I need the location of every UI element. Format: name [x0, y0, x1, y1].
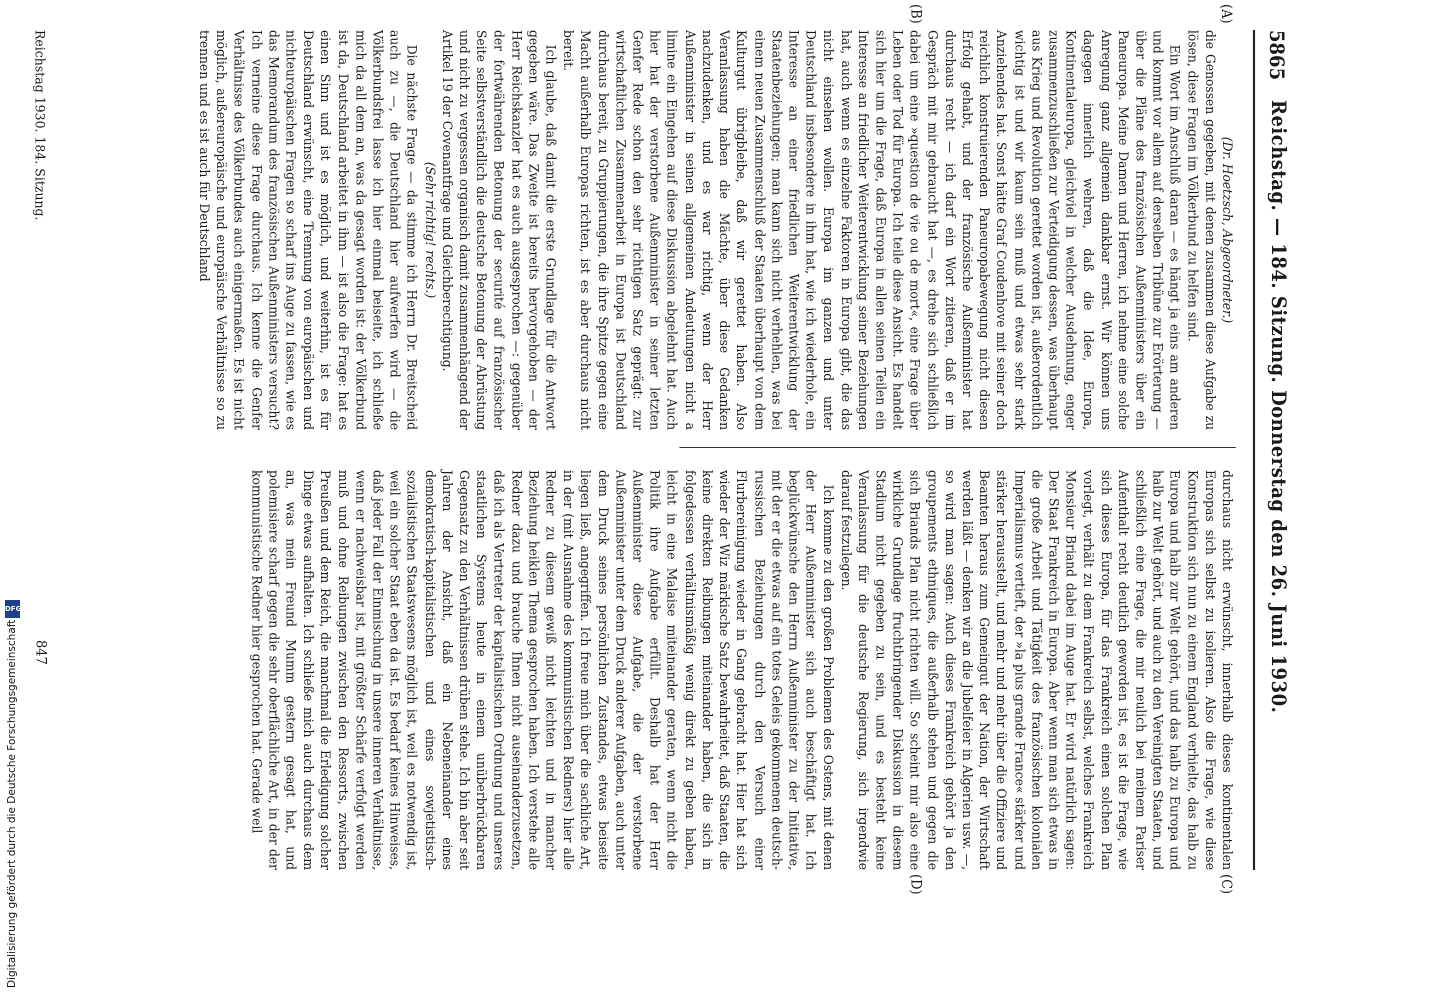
paragraph: Ein Wort im Anschluß daran — es hängt ja eins am anderen und kommt vor allem auf derselben Tribüne zur Erörterung — über die Pläne des französischen Außenministers über ein Paneuropa. Meine Damen und Herren, ich nehme eine solche Anregung ganz allgemein dankbar ernst. Wir können uns dagegen innerlich wehren, daß die Idee, Europa, Kontinentaleuropa, gleichviel in welcher Ausdehnung, enger zusammenzuschließen zur Verteidigung dessen, was überhaupt aus Krieg und Revolution gerettet worden ist, außerordentlich wichtig ist und wir kaum sein muß und etwas sehr stark Anziehendes hat. Sonst hätte Graf Coudenhove mit seiner doch reichlich konstruierenden Paneuropabewegung nicht diesen Erfolg gehabt, und der französische Außenminister hat durchaus recht — ich darf ein Wort zitieren, daß er im Gespräch mit mir gebraucht hat —, es drehe sich schließlich dabei um eine »question de vie ou de mort«, eine Frage über Leben oder Tod für Europa. Ich teile diese Ansicht. Es handelt sich hier um die Frage, daß Europa in allen seinen Teilen ein Interesse an friedlicher Weiterentwicklung seiner Beziehungen hat, auch wenn es einzelne Faktoren in Europa gibt, die das nicht einsehen wollen. Europa im ganzen und unter Deutschland insbesondere in ihm hat, wie ich wiederhole, ein Interesse an einer friedlichen Weiterentwicklung der Staatenbeziehungen; man kann sich nicht verhehlen, was bei einem neuen Zusammenschluß der Staaten überhaupt von dem Kulturgut übrigbleibe, daß wir gerettet haben. Also Veranlassung haben die Mächte, über diese Gedanken nachzudenken, und es war richtig, wenn der Herr Außenminister in seinen allgemeinen Andeutungen nicht a limine ein Eingehen auf diese Diskussion abgelehnt hat. Auch hier hat der verstorbene Außenminister in seiner letzten Genfer Rede schon den sehr richtigen Satz geprägt: zur wirtschaftlichen Zusammenarbeit in Europa ist Deutschland durchaus bereit, zu Gruppierungen, die ihre Spitze gegen eine Macht außerhalb Europas richten, ist es aber durchaus nicht bereit.: [560, 30, 1183, 430]
column-left: [196, 30, 1236, 430]
paragraph: Ich glaube, daß damit die erste Grundlage für die Antwort gegeben wäre. Das Zweite ist bereits hervorgehoben — der Herr Reichskanzler hat es auch ausgesprochen —: gegenüber der fortwährenden Betonung der securité auf französischer Seite selbstverständlich die deutsche Betonung der Abrüstung und nicht zu vergessen organisch damit zusammenhängend der Artikel 19 der Covenantfrage und Gleichberechtigung.: [439, 30, 559, 430]
margin-mark-b: (B): [907, 4, 924, 24]
dfg-logo: DFG: [5, 600, 20, 618]
paragraph: durchaus nicht erwünscht, innerhalb dieses kontinentalen Europas sich selbst zu isolieren. Also die Frage, wie diese Konstruktion sich nun zu einem England verhielte, das halb zu Europa und halb zur Welt gehört, und das halb zu Europa und halb zur Welt gehört, und auch zu den Vereinigten Staaten, und schließlich eine Frage, die mir neulich bei meinem Pariser Aufenthalt recht deutlich geworden ist, es ist die Frage, wie sich dieses Europa, für das Frankreich einen solchen Plan vorlegt, verhält zu dem Frankreich selbst, welches Frankreich Monsieur Briand dabei im Auge hat. Er wird natürlich sagen: Der Staat Frankreich in Europa. Aber wenn man sich etwas in die große Arbeit und Tätigkeit des französischen kolonialen Imperialismus vertieft, der »la plus grande France« stärker und stärker herausstellt, und mehr und mehr über die Offiziere und Beamten heraus zum Gemeingut der Nation, der Wirtschaft werden läßt — denken wir an die Jubelfeier in Algerien usw. —, so wird man sagen: Auch dieses Frankreich gehört ja den groupements ethniques, die außerhalb stehen und gegen die sich Briands Plan nicht richten will. So scheint mir also eine wirkliche Grundlage fruchtbringender Diskussion in diesem Stadium nicht gegeben zu sein, und es besteht keine Veranlassung für die deutsche Regierung, sich irgendwie darauf festzulegen.: [838, 470, 1235, 870]
margin-mark-d: (D): [907, 874, 924, 895]
column-right: [248, 470, 1236, 870]
applause-note: (Sehr richtig! rechts.): [422, 161, 438, 299]
paragraph: die Genossen gegeben, mit denen zusammen diese Aufgabe zu lösen, diese Fragen im Völkerbund zu helfen sind.: [1185, 30, 1218, 430]
page-number: 5865: [1264, 30, 1288, 81]
rotated-document-page: [16, 0, 1300, 900]
header-rule: [1253, 30, 1255, 870]
dfg-stamp-text: Digitalisierung gefördert durch die Deutsche Forschungsgemeinschaft: [6, 619, 18, 988]
column-divider: [679, 447, 1235, 448]
running-header: [1249, 30, 1292, 870]
paragraph: Ich komme zu den großen Problemen des Ostens, mit denen der Herr Außenminister sich auch beschäftigt hat. Ich beglückwünsche den Herrn Außenminister zu der Initiative, mit der er die etwas auf ein totes Geleis gekommenen deutsch-russischen Beziehungen durch den Versuch einer Flurbereinigung wieder in Gang gebracht hat. Hier hat sich wieder der Wiz märkische Satz bewahrheitet, daß Staaten, die keine direkten Reibungen miteinander haben, die sich in folgedessen verhältnismäßig wenig direkt zu geben haben, leicht in eine Malaise miteinander geraten, wenn nicht die Politik ihre Aufgabe erfüllt. Deshalb hat der Herr Außenminister diese Aufgabe, die der verstorbene Außenminister unter dem Druck anderer Aufgaben, auch unter dem Druck seines persönlichen Zustandes, etwas beiseite liegen ließ, angegriffen. Ich freue mich über die sachliche Art, in der (mit Ausnahme des kommunistischen Redners) hier alle Redner zu diesem gewiß nicht leichten und in mancher Beziehung heiklen Thema gesprochen haben. Ich verstehe alle Redner dazu und brauche Ihnen nicht auseinanderzusetzen, daß ich als Vertreter der kapitalistischen Ordnung und unseres staatlichen Systems heute in einem unüberbrückbaren Gegensatz zu den Verhältnissen drüben stehe. Ich bin aber seit Jahren der Ansicht, daß ein Nebeneinander eines demokratisch-kapitalistischen und eines sowjetistisch-sozialistischen Staatswesens möglich ist, weil es notwendig ist, weil ein solcher Staat eben da ist. Es bedarf keines Hinweises, daß jeder Fall der Einmischung in unsere inneren Verhältnisse, wenn er nachweisbar ist, mit größter Schärfe verfolgt werden muß und ohne Reibungen zwischen den Ressorts, zwischen Preußen und dem Reich, die manchmal die Erledigung solcher Dinge etwas aufhalten. Ich schließe mich auch durchaus dem an, was mein Freund Mumm gestern gesagt hat, und polemisiere scharf gegen die sehr oberflächliche Art, in der der kommunistische Redner hier gesprochen hat. Gerade weil: [248, 470, 836, 870]
header-title: Reichstag. — 184. Sitzung. Donnerstag den 26. Juni 1930.: [1266, 100, 1290, 714]
margin-mark-c: (C): [1217, 874, 1234, 895]
speaker-note: (Dr. Hoetzsch, Abgeordneter.): [1219, 136, 1235, 324]
paragraph: Die nächste Frage — da stimme ich Herrn Dr. Breitscheid auch zu —, die Deutschland hier aufwerfen wird — die Völkerbundsfrei lasse ich hier einmal beiseite, ich schließe mich da all dem an, was da gesagt worden ist: der Völkerbund ist da, Deutschland arbeitet in ihm — ist also die Frage: hat es einen Sinn und ist es möglich, und weiterhin, ist es für Deutschland erwünscht, eine Trennung von europäischen und nichteuropäischen Fragen so scharf ins Auge zu fassen, wie es das Memorandum des französischen Außenministers versucht? Ich verneine diese Frage durchaus. Ich kenne die Genfer Verhältnisse des Völkerbundes auch einigermaßen. Es ist nicht möglich, außereuropäische und europäische Verhältnisse so zu trennen und es ist auch für Deutschland: [196, 30, 420, 430]
margin-mark-a: (A): [1217, 4, 1234, 24]
folio-number: 847: [32, 640, 49, 665]
footer-sitting: Reichstag 1930. 184. Sitzung.: [32, 30, 49, 221]
